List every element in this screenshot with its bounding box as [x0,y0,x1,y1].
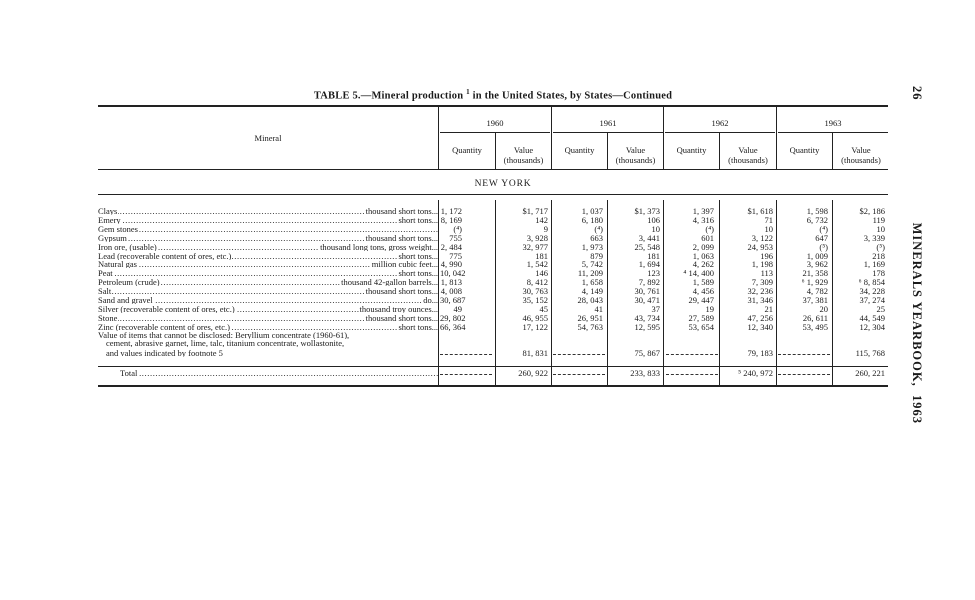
table-cell: 45 [539,303,548,314]
mineral-name: Clays [98,207,118,215]
column-header-quantity: Quantity [452,145,482,155]
undisclosed-line2: cement, abrasive garnet, lime, talc, titanium concentrate, wollastonite, [106,339,345,347]
table-title [98,88,888,102]
mineral-label [98,278,438,286]
table-cell: 10 [764,223,773,234]
table-bottom-rule [98,385,888,387]
table-cell: 35, 152 [522,295,548,305]
table-cell: 30, 687 [440,295,466,305]
table-cell: 1, 009 [806,250,828,261]
table-cell: 11, 209 [577,268,603,279]
table-row [98,314,888,322]
table-cell: 6, 732 [806,214,828,225]
table-cell: ⁶ 8, 854 [858,277,885,288]
table-cell: 196 [760,250,773,261]
total-value-1961: 233, 833 [630,368,660,378]
mineral-name: Gem stones [98,224,138,233]
table-cell: 30, 763 [522,286,548,297]
column-header-value [833,145,889,165]
column-header-quantity: Quantity [789,145,820,155]
table-cell: 32, 236 [747,286,773,297]
table-cell: 30, 761 [634,286,660,297]
column-rule-1960-1961 [551,106,552,169]
mineral-label [98,234,438,242]
table-cell: 24, 953 [747,241,773,252]
column-header-value [496,145,551,165]
table-row [98,225,888,233]
header-bottom-rule [98,169,888,170]
table-cell: 879 [590,250,603,261]
table-cell: 755 [449,232,462,243]
table-cell: 37, 381 [802,295,828,305]
table-row [98,243,888,251]
table-cell: 4, 456 [692,286,714,297]
table-cell: 10 [651,223,660,234]
table-cell: 3, 962 [806,259,828,270]
table-cell: 30, 471 [634,295,660,305]
table-cell: 12, 304 [859,321,885,332]
table-cell: 601 [701,232,714,243]
table-cell: 3, 122 [751,232,773,243]
table-cell: 53, 495 [802,321,828,332]
total-row [98,369,888,377]
empty-cell-dashes [553,354,605,355]
mineral-name: Natural gas [98,260,137,269]
table-cell: 71 [764,214,773,225]
table-cell: 775 [449,250,462,261]
mineral-name: Stone [98,313,118,322]
column-rule-1961-1962 [663,106,664,169]
table-cell: 32, 977 [522,241,548,252]
table-row [98,296,888,304]
mineral-label [98,287,438,295]
table-cell: 4, 008 [440,286,462,297]
mineral-label [98,296,438,304]
table-cell: 4, 316 [692,214,714,225]
table-cell: 10, 042 [440,268,466,279]
table-cell: 7, 309 [751,277,773,288]
column-header-mineral: Mineral [254,133,282,143]
table-cell: 12, 595 [634,321,660,332]
table-cell: 21 [764,303,773,314]
table-cell: 3, 441 [638,232,660,243]
mineral-unit: short tons.. [398,269,436,278]
table-cell: 21, 358 [802,268,828,279]
total-rule [98,366,888,367]
table-cell: 146 [535,268,548,279]
mineral-unit: short tons.. [398,215,436,224]
table-cell: (⁴) [705,223,714,234]
mineral-unit: short tons.. [398,251,436,260]
year-header-1961: 1961 [599,118,617,128]
table-cell: 4, 262 [692,259,714,270]
table-cell: 19 [705,303,714,314]
table-cell: 47, 256 [747,312,773,323]
table-cell: 29, 447 [688,295,714,305]
table-cell: 7, 892 [638,277,660,288]
year-underline-1962 [665,132,775,133]
table-cell: 46, 955 [522,312,548,323]
table-row [98,252,888,260]
year-underline-1961 [553,132,663,133]
table-cell: 27, 589 [688,312,714,323]
mineral-name: Lead (recoverable content of ores, etc.) [98,251,232,260]
year-header-1963: 1963 [824,118,842,128]
table-cell: (⁴) [453,223,462,234]
mineral-label [98,323,438,331]
table-cell: 41 [594,303,603,314]
empty-cell-dashes [440,354,492,355]
empty-cell-dashes [778,374,830,375]
value-header-line2: (thousands) [841,155,881,165]
table-cell: 3, 339 [863,232,885,243]
table-cell: 9 [543,223,548,234]
year-header-1962: 1962 [711,118,729,128]
mineral-unit: thousand troy ounces.. [359,304,436,313]
page-number: 26 [910,86,924,101]
table-row [98,305,888,313]
table-cell: 178 [872,268,885,279]
table-cell: 181 [647,250,660,261]
table-row [98,269,888,277]
undisclosed-line1: Value of items that cannot be disclosed: Beryllium concentrate (1960-61), [98,331,350,339]
table-cell: 25, 548 [634,241,660,252]
mineral-name: Zinc (recoverable content of ores, etc.) [98,322,230,331]
total-value-1962: ⁵ 240, 972 [738,368,773,378]
table-cell: 1, 589 [692,277,714,288]
table-cell: 113 [760,268,773,279]
mineral-unit: thousand short tons.. [365,287,436,296]
year-underline-1963 [778,132,888,133]
table-row [98,260,888,268]
table-cell: ⁴ 14, 400 [683,268,714,279]
table-cell: 12, 340 [747,321,773,332]
running-head-book: MINERALS YEARBOOK, [910,222,924,387]
mineral-name: Salt [98,287,112,296]
table-cell: 8, 169 [440,214,462,225]
table-cell: $2, 186 [859,206,885,216]
mineral-unit: million cubic feet.. [371,260,436,269]
table-cell: 142 [535,214,548,225]
undisclosed-value-1962: 79, 183 [747,348,773,358]
table-cell: 2, 484 [440,241,462,252]
mineral-name: Iron ore, (usable) [98,242,157,251]
table-cell: 1, 198 [751,259,773,270]
undisclosed-value-1963: 115, 768 [855,348,885,358]
table-cell: 4, 990 [440,259,462,270]
value-header-line1: Value [851,145,871,155]
table-cell: 119 [872,214,885,225]
mineral-unit: short tons.. [398,322,436,331]
mineral-label [98,252,438,260]
table-cell: 37, 274 [859,295,885,305]
table-cell: 49 [453,303,462,314]
mineral-unit: thousand long tons, gross weight.. [320,242,436,251]
table-cell: 26, 951 [577,312,603,323]
total-label [120,369,438,377]
mineral-unit: thousand short tons.. [365,233,436,242]
mineral-label [98,260,438,268]
undisclosed-value-1960: 81, 831 [522,348,548,358]
table-cell: 1, 172 [440,206,462,216]
table-cell: 1, 813 [440,277,462,288]
table-cell: 647 [815,232,828,243]
table-cell: 106 [647,214,660,225]
table-cell: ⁶ 1, 929 [801,277,828,288]
total-value-1960: 260, 922 [518,368,548,378]
column-rule-mineral [438,106,439,169]
mineral-name: Petroleum (crude) [98,278,160,287]
mineral-unit: thousand short tons.. [365,313,436,322]
mineral-label [98,243,438,251]
value-header-line1: Value [625,145,646,155]
table-cell: 1, 694 [638,259,660,270]
empty-cell-dashes [778,354,830,355]
column-header-quantity: Quantity [676,145,707,155]
undisclosed-row [98,339,888,347]
mineral-unit: thousand 42-gallon barrels.. [341,278,436,287]
table-cell: (⁴) [819,223,828,234]
column-header-value [720,145,776,165]
table-title-suffix: in the United States, by States—Continued [472,90,673,102]
table-row [98,278,888,286]
value-header-line1: Value [513,145,534,155]
table-cell: $1, 618 [747,206,773,216]
value-header-line2: (thousands) [728,155,768,165]
value-header-line2: (thousands) [503,155,544,165]
mineral-unit: do.. [423,296,436,304]
table-cell: 4, 149 [581,286,603,297]
mineral-label [98,207,438,215]
table-cell: 6, 180 [581,214,603,225]
running-head-year: 1963 [910,394,924,424]
column-rule-1962-1963 [776,106,777,169]
table-title-prefix: TABLE 5.—Mineral production [313,90,464,102]
undisclosed-row [98,349,888,357]
table-cell: 17, 122 [522,321,548,332]
mineral-name: Emery [98,215,121,224]
empty-cell-dashes [666,374,718,375]
table-cell: (⁵) [876,241,885,252]
table-cell: 1, 542 [526,259,548,270]
total-value-1963: 260, 221 [855,368,885,378]
undisclosed-value-1961: 75, 867 [634,348,660,358]
year-header-1960: 1960 [486,118,504,128]
table-cell: 1, 973 [581,241,603,252]
table-cell: 1, 397 [692,206,714,216]
mineral-label [98,225,438,233]
table-cell: 2, 099 [692,241,714,252]
table-cell: 43, 734 [634,312,660,323]
table-cell: (⁴) [594,223,603,234]
table-cell: 44, 549 [859,312,885,323]
table-cell: 1, 658 [581,277,603,288]
table-cell: 20 [819,303,828,314]
mineral-name: Silver (recoverable content of ores, etc.) [98,304,235,313]
value-header-line1: Value [738,145,758,155]
table-cell: 54, 763 [577,321,603,332]
table-cell: 218 [872,250,885,261]
table-cell: 3, 928 [526,232,548,243]
table-cell: 28, 043 [577,295,603,305]
mineral-unit: thousand short tons.. [365,207,436,215]
table-cell: 1, 169 [863,259,885,270]
table-cell: 31, 346 [747,295,773,305]
table-title-footnote-ref: 1 [466,88,470,96]
empty-cell-dashes [666,354,718,355]
table-cell: 29, 802 [440,312,466,323]
table-cell: 66, 364 [440,321,466,332]
column-header-quantity: Quantity [564,145,595,155]
table-cell: 25 [876,303,885,314]
table-cell: 123 [647,268,660,279]
running-head [900,86,924,466]
mineral-name: Sand and gravel [98,296,153,304]
table-cell: 34, 228 [859,286,885,297]
table-row [98,287,888,295]
table-cell: $1, 717 [522,206,548,216]
table-cell: 663 [590,232,603,243]
state-rule [98,194,888,195]
table-cell: 5, 742 [581,259,603,270]
mineral-name: Gypsum [98,233,127,242]
table-cell: 37 [651,303,660,314]
column-header-value [608,145,663,165]
table-top-rule [98,105,888,107]
table-cell: 8, 412 [526,277,548,288]
table-cell: 53, 654 [688,321,714,332]
value-header-line2: (thousands) [615,155,656,165]
table-cell: 4, 782 [806,286,828,297]
empty-cell-dashes [553,374,605,375]
mineral-label [98,216,438,224]
table-cell: 181 [535,250,548,261]
table-row [98,207,888,215]
mineral-name: Peat [98,269,113,278]
state-heading: NEW YORK [474,179,532,189]
table-row [98,323,888,331]
table-cell: 1, 063 [692,250,714,261]
table-row [98,234,888,242]
mineral-label [98,305,438,313]
empty-cell-dashes [440,374,492,375]
undisclosed-line3: and values indicated by footnote 5 [106,349,223,357]
total-label-text: Total [120,369,138,377]
mineral-label [98,314,438,322]
table-cell: 1, 037 [581,206,603,216]
table-cell: 10 [876,223,885,234]
table-row [98,216,888,224]
table-cell: $1, 373 [634,206,660,216]
table-cell: (⁵) [819,241,828,252]
table-cell: 26, 611 [802,312,828,323]
table-cell: 1, 598 [806,206,828,216]
undisclosed-row [98,331,888,339]
mineral-label [98,269,438,277]
